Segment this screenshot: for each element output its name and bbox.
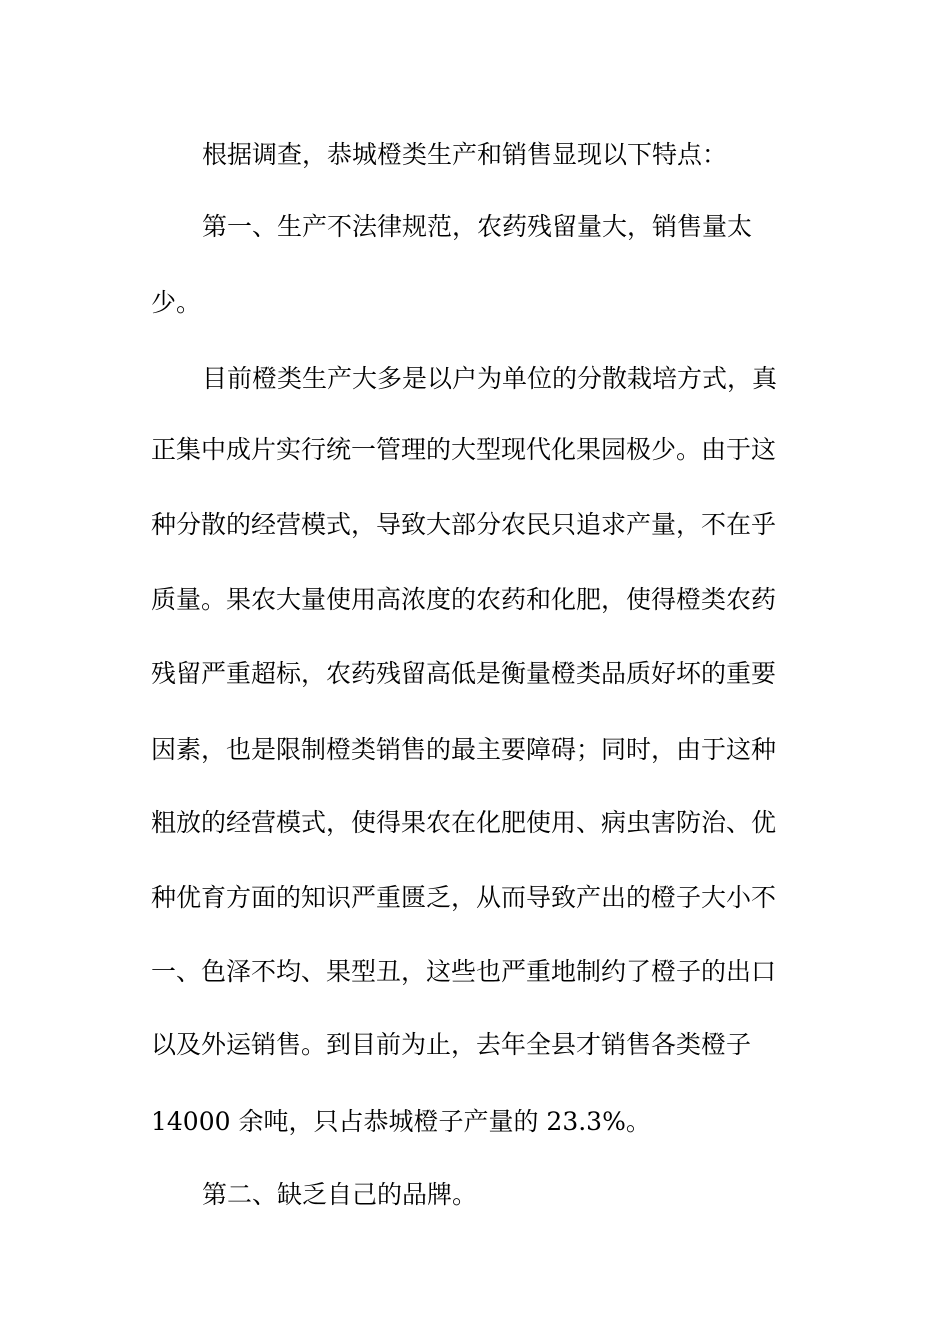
paragraph-body-line-7: 粗放的经营模式，使得果农在化肥使用、病虫害防治、优 xyxy=(151,808,777,837)
heading-point-one-line-2: 少。 xyxy=(151,288,202,317)
paragraph-body-line-4: 质量。果农大量使用高浓度的农药和化肥，使得橙类农药 xyxy=(151,585,777,614)
paragraph-body-line-10: 以及外运销售。到目前为止，去年全县才销售各类橙子 xyxy=(151,1030,752,1059)
heading-point-one-line-1: 第一、生产不法律规范，农药残留量大，销售量太 xyxy=(202,212,753,241)
paragraph-body-line-5: 残留严重超标，农药残留高低是衡量橙类品质好坏的重要 xyxy=(151,659,777,688)
paragraph-body-line-3: 种分散的经营模式，导致大部分农民只追求产量，不在乎 xyxy=(151,510,777,539)
paragraph-body-line-11: 14000 余吨，只占恭城橙子产量的 23.3%。 xyxy=(151,1107,651,1136)
paragraph-body-line-2: 正集中成片实行统一管理的大型现代化果园极少。由于这 xyxy=(151,435,777,464)
paragraph-body-line-9: 一、色泽不均、果型丑，这些也严重地制约了橙子的出口 xyxy=(151,957,777,986)
paragraph-intro-line-1: 根据调查，恭城橙类生产和销售显现以下特点： xyxy=(202,140,728,169)
paragraph-body-line-8: 种优育方面的知识严重匮乏，从而导致产出的橙子大小不 xyxy=(151,883,777,912)
paragraph-body-line-6: 因素，也是限制橙类销售的最主要障碍；同时，由于这种 xyxy=(151,735,777,764)
heading-point-two: 第二、缺乏自己的品牌。 xyxy=(202,1180,478,1209)
paragraph-body-line-1: 目前橙类生产大多是以户为单位的分散栽培方式，真 xyxy=(202,364,778,393)
